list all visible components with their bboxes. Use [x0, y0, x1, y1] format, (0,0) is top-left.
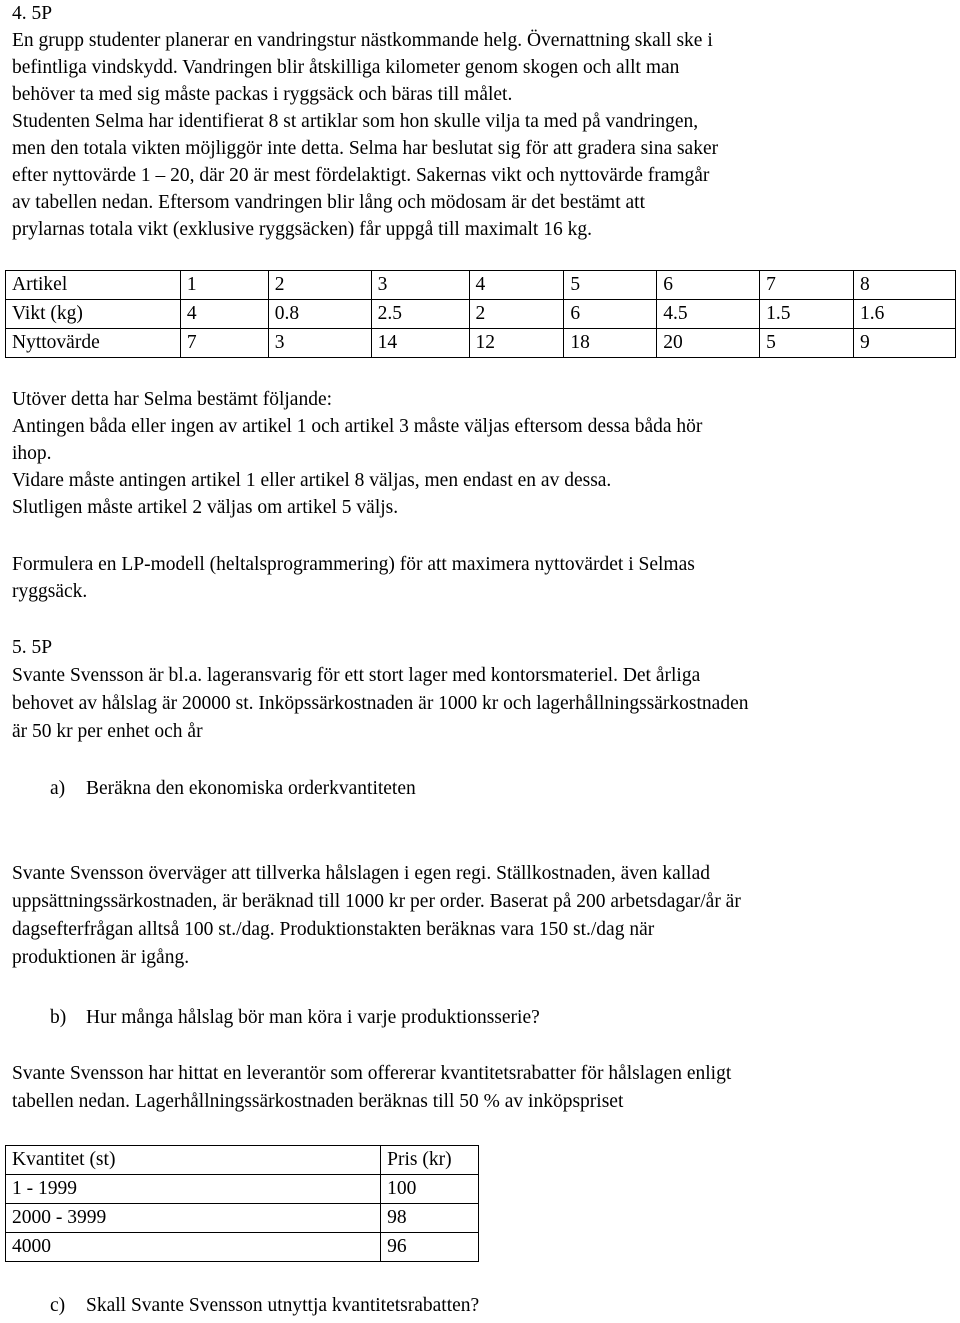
- table-cell: 1.5: [760, 300, 854, 329]
- question-c-text: Skall Svante Svensson utnyttja kvantitetsrabatten?: [86, 1295, 480, 1316]
- table-cell: 98: [381, 1204, 479, 1233]
- table-row: [6, 1175, 479, 1204]
- table-cell: 7: [760, 271, 854, 300]
- q4-intro-line: befintliga vindskydd. Vandringen blir åtskilliga kilometer genom skogen och allt man: [12, 57, 680, 78]
- table-cell: 6: [564, 300, 657, 329]
- table-cell: 96: [381, 1233, 479, 1262]
- q5-intro: [12, 662, 748, 746]
- constraint-line: Antingen båda eller ingen av artikel 1 och artikel 3 måste väljas eftersom dessa båda hör: [12, 416, 703, 437]
- q5-intro-line: är 50 kr per enhet och år: [12, 721, 203, 742]
- table-cell: 18: [564, 329, 657, 358]
- table-cell: 14: [371, 329, 469, 358]
- task-line: ryggsäck.: [12, 581, 88, 602]
- row-header: Vikt (kg): [6, 300, 181, 329]
- question-a: [50, 775, 416, 803]
- question-b: [50, 1004, 540, 1032]
- discount-table: [5, 1145, 479, 1262]
- table-cell: 100: [381, 1175, 479, 1204]
- table-row: [6, 300, 956, 329]
- constraint-line: Utöver detta har Selma bestämt följande:: [12, 389, 333, 410]
- table-cell: 9: [854, 329, 956, 358]
- table-row: [6, 1146, 479, 1175]
- table-cell: 1 - 1999: [6, 1175, 381, 1204]
- table-cell: 5: [564, 271, 657, 300]
- table-header: Pris (kr): [381, 1146, 479, 1175]
- production-line: uppsättningssärkostnaden, är beräknad till 1000 kr per order. Baserat på 200 arbetsdagar/år är: [12, 891, 741, 912]
- table-cell: 2000 - 3999: [6, 1204, 381, 1233]
- q4-intro-line: men den totala vikten möjliggör inte detta. Selma har beslutat sig för att gradera sina saker: [12, 138, 719, 159]
- table-row: [6, 1233, 479, 1262]
- table-cell: 4.5: [657, 300, 760, 329]
- table-cell: 4: [469, 271, 564, 300]
- constraint-line: Vidare måste antingen artikel 1 eller artikel 8 väljas, men endast en av dessa.: [12, 470, 612, 491]
- table-cell: 4: [180, 300, 268, 329]
- q4-heading: 4. 5P: [12, 3, 53, 24]
- constraint-line: ihop.: [12, 443, 52, 464]
- table-cell: 8: [854, 271, 956, 300]
- question-a-label: a): [50, 778, 66, 799]
- table-cell: 2.5: [371, 300, 469, 329]
- q5-intro-line: Svante Svensson är bl.a. lageransvarig för ett stort lager med kontorsmateriel. Det årliga: [12, 665, 701, 686]
- table-cell: 3: [371, 271, 469, 300]
- production-line: Svante Svensson överväger att tillverka hålslagen i egen regi. Ställkostnaden, även kallad: [12, 863, 711, 884]
- task-line: Formulera en LP-modell (heltalsprogrammering) för att maximera nyttovärdet i Selmas: [12, 554, 695, 575]
- question-a-text: Beräkna den ekonomiska orderkvantiteten: [86, 778, 416, 799]
- q4-task: [12, 551, 695, 605]
- q4-constraints: [12, 386, 702, 521]
- q4-intro-line: av tabellen nedan. Eftersom vandringen blir lång och mödosam är det bestämt att: [12, 192, 646, 213]
- question-b-text: Hur många hålslag bör man köra i varje produktionsserie?: [86, 1007, 540, 1028]
- q4-intro-line: En grupp studenter planerar en vandringstur nästkommande helg. Övernattning skall ske i: [12, 30, 713, 51]
- question-c: [50, 1292, 479, 1320]
- question-b-label: b): [50, 1007, 67, 1028]
- discount-line: Svante Svensson har hittat en leverantör som offererar kvantitetsrabatter för hålslagen enligt: [12, 1063, 732, 1084]
- q5-discount: [12, 1060, 731, 1116]
- table-cell: 0.8: [268, 300, 371, 329]
- table-cell: 1: [180, 271, 268, 300]
- table-cell: 3: [268, 329, 371, 358]
- q5-heading: 5. 5P: [12, 637, 53, 658]
- table-cell: 20: [657, 329, 760, 358]
- table-cell: 2: [268, 271, 371, 300]
- table-cell: 2: [469, 300, 564, 329]
- table-row: [6, 1204, 479, 1233]
- production-line: dagsefterfrågan alltså 100 st./dag. Produktionstakten beräknas vara 150 st./dag när: [12, 919, 655, 940]
- table-row: [6, 329, 956, 358]
- table-cell: 1.6: [854, 300, 956, 329]
- q5-intro-line: behovet av hålslag är 20000 st. Inköpssärkostnaden är 1000 kr och lagerhållningssärkostnaden: [12, 693, 749, 714]
- row-header: Artikel: [6, 271, 181, 300]
- table-header: Kvantitet (st): [6, 1146, 381, 1175]
- q4-intro: [12, 27, 718, 243]
- table-cell: 12: [469, 329, 564, 358]
- question-c-label: c): [50, 1295, 66, 1316]
- table-cell: 7: [180, 329, 268, 358]
- production-line: produktionen är igång.: [12, 947, 190, 968]
- items-table: [5, 270, 956, 358]
- table-cell: 4000: [6, 1233, 381, 1262]
- q4-intro-line: prylarnas totala vikt (exklusive ryggsäcken) får uppgå till maximalt 16 kg.: [12, 219, 592, 240]
- q4-intro-line: efter nyttovärde 1 – 20, där 20 är mest fördelaktigt. Sakernas vikt och nyttovärde framgår: [12, 165, 710, 186]
- row-header: Nyttovärde: [6, 329, 181, 358]
- q5-production: [12, 860, 741, 972]
- table-cell: 5: [760, 329, 854, 358]
- q4-intro-line: behöver ta med sig måste packas i ryggsäck och bäras till målet.: [12, 84, 513, 105]
- constraint-line: Slutligen måste artikel 2 väljas om artikel 5 väljs.: [12, 497, 399, 518]
- q4-intro-line: Studenten Selma har identifierat 8 st artiklar som hon skulle vilja ta med på vandringen,: [12, 111, 699, 132]
- table-row: [6, 271, 956, 300]
- table-cell: 6: [657, 271, 760, 300]
- discount-line: tabellen nedan. Lagerhållningssärkostnaden beräknas till 50 % av inköpspriset: [12, 1091, 624, 1112]
